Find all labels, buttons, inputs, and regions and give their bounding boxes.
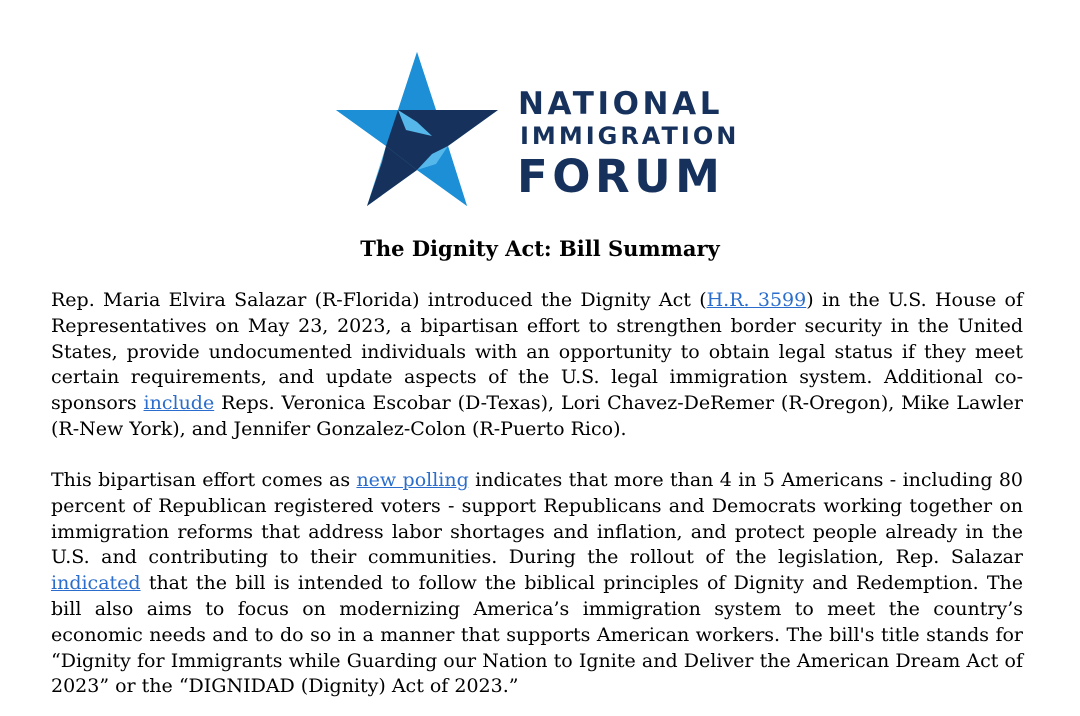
hr-3599-link[interactable]: H.R. 3599 [706,289,807,311]
summary-paragraph-2 [51,468,1023,700]
indicated-link[interactable]: indicated [51,572,141,595]
include-link[interactable]: include [143,392,215,415]
paragraph-text: Reps. Veronica Escobar (D-Texas), Lori Chavez-DeRemer (R-Oregon), Mike Lawler (R-New York), and Jennifer Gonzalez-Colon (R-Puerto Rico). [51,392,1023,440]
paragraph-text: Rep. Maria Elvira Salazar (R-Florida) introduced the Dignity Act ( [51,289,707,311]
document-title: The Dignity Act: Bill Summary [360,236,720,261]
organization-logo [336,52,746,212]
star-icon [336,52,498,208]
summary-paragraph-1 [51,288,1023,443]
paragraph-text: ) in the U.S. House of Representatives on May 23, 2023, a bipartisan effort to strengthen border security in the United States, provide undocumented individuals with an opportunity to obtain legal status if they meet certain requirements, and update aspects of the U.S. legal immigration system. Additional co-sponsors [51,289,1023,415]
logo-text-national: NATIONAL [518,86,724,122]
paragraph-text: indicates that more than 4 in 5 Americans - including 80 percent of Republican registered voters - support Republicans and Democrats working together on immigration reforms that address labor shortages and inflation, and protect people already in the U.S. and contributing to their communities. During the rollout of the legislation, Rep. Salazar [51,469,1024,569]
paragraph-text: that the bill is intended to follow the biblical principles of Dignity and Redemption. The bill also aims to focus on modernizing America’s immigration system to meet the country’s economic needs and to do so in a manner that supports American workers. The bill's title stands for “Dignity for Immigrants while Guarding our Nation to Ignite and Deliver the American Dream Act of 2023” or the “DIGNIDAD (Dignity) Act of 2023.” [51,572,1023,698]
paragraph-text: This bipartisan effort comes as [51,469,357,491]
logo-text-forum: FORUM [517,150,725,203]
logo-text-immigration: IMMIGRATION [520,122,740,150]
new-polling-link[interactable]: new polling [356,469,469,491]
